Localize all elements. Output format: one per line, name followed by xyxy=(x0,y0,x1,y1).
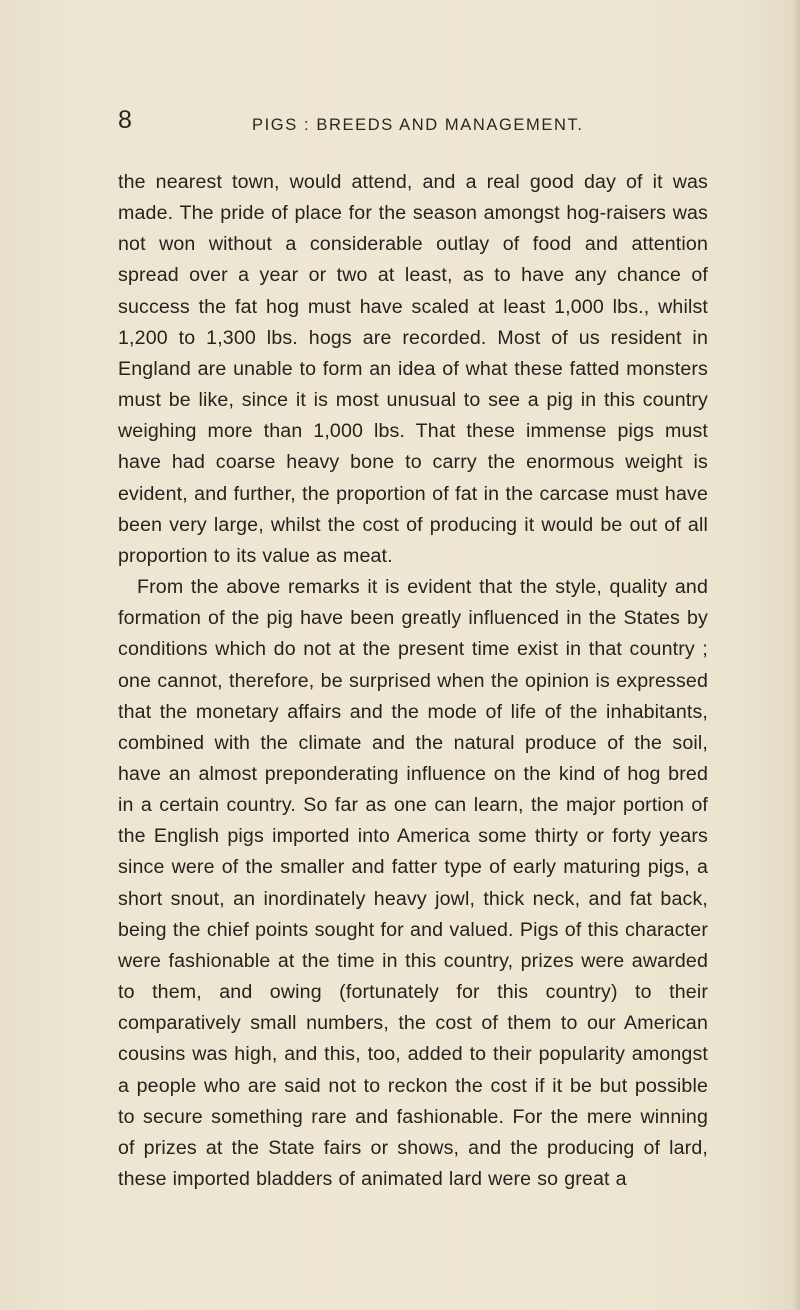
paragraph-continued: the nearest town, would attend, and a real good day of it was made. The pride of place for the season amongst hog-raisers was not won without a considerable outlay of food and attention spread over a year or two at least, as to have any chance of success the fat hog must have scaled at least 1,000 lbs., whilst 1,200 to 1,300 lbs. hogs are recorded. Most of us resident in England are unable to form an idea of what these fatted monsters must be like, since it is most unusual to see a pig in this country weighing more than 1,000 lbs. That these immense pigs must have had coarse heavy bone to carry the enormous weight is evident, and further, the proportion of fat in the carcase must have been very large, whilst the cost of producing it would be out of all proportion to its value as meat. xyxy=(118,171,708,567)
running-head xyxy=(118,106,708,142)
running-title: PIGS : BREEDS AND MANAGEMENT. xyxy=(252,116,584,134)
page-number: 8 xyxy=(118,106,132,134)
paragraph: From the above remarks it is evident that the style, quality and formation of the pig have been greatly influenced in the States by conditions which do not at the present time exist in that country ; one cannot, therefore, be surprised when the opinion is expressed that the monetary affairs and the mode of life of the inhabitants, combined with the climate and the natural produce of the soil, have an almost preponderating influence on the kind of hog bred in a certain country. So far as one can learn, the major portion of the English pigs imported into America some thirty or forty years since were of the smaller and fatter type of early maturing pigs, a short snout, an inordinately heavy jowl, thick neck, and fat back, being the chief points sought for and valued. Pigs of this character were fashionable at the time in this country, prizes were awarded to them, and owing (fortunately for this country) to their comparatively small numbers, the cost of them to our American cousins was high, and this, too, added to their popularity amongst a people who are said not to reckon the cost if it be but possible to secure something rare and fashionable. For the mere winning of prizes at the State fairs or shows, and the producing of lard, these imported bladders of animated lard were so great a xyxy=(118,576,708,1190)
body-text xyxy=(118,167,708,1195)
page-edge-shadow xyxy=(792,0,800,1310)
